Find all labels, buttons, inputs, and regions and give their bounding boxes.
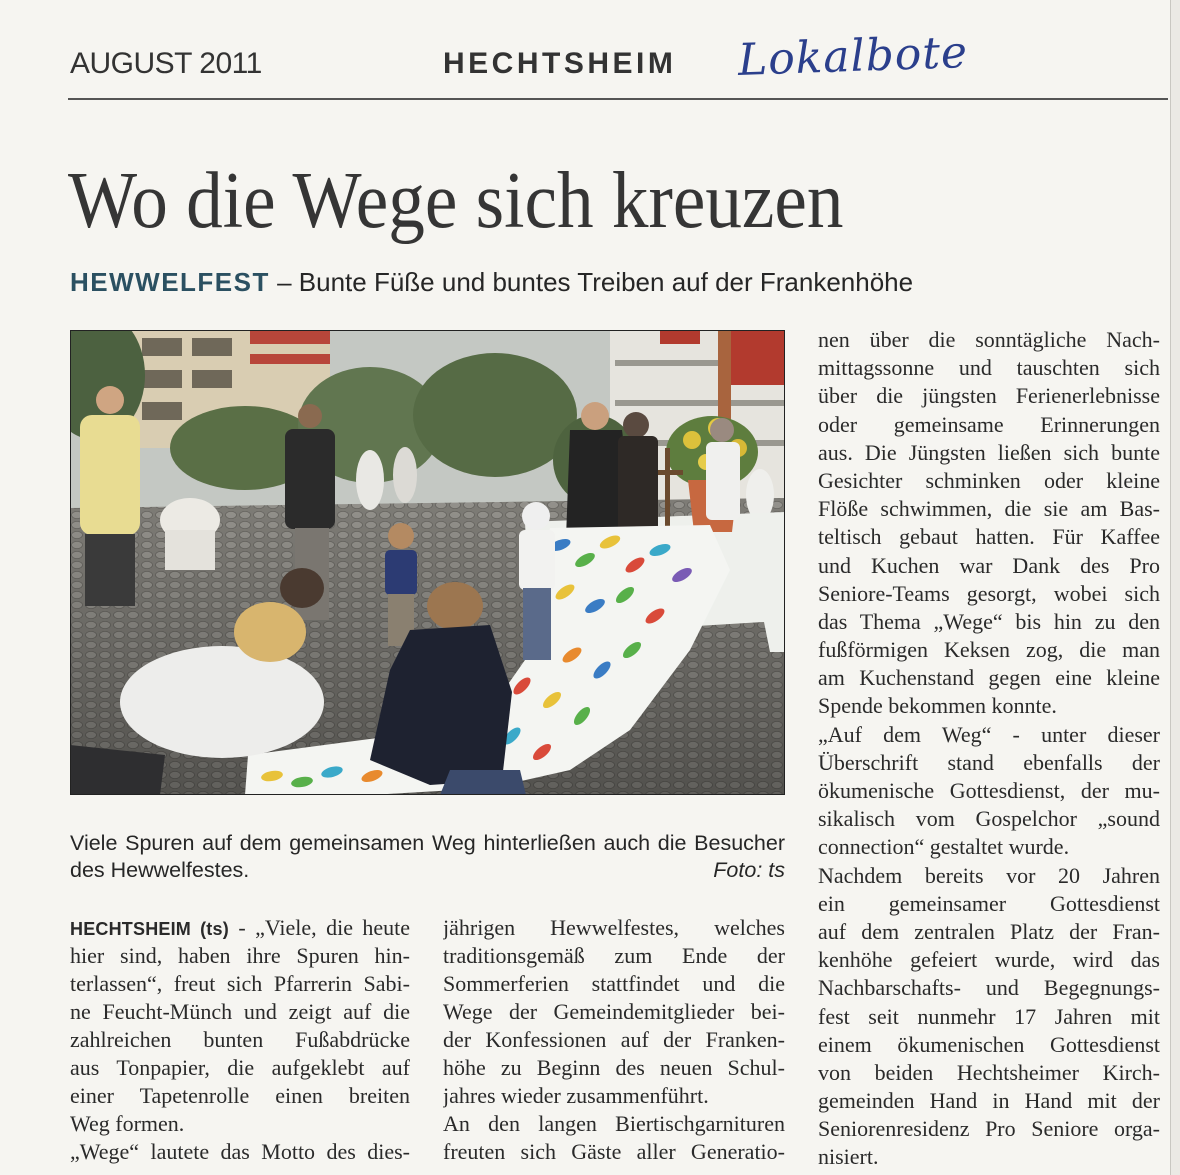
text-line: und Kuchen war Dank des Pro [818,552,1160,578]
photo-caption [70,830,785,884]
text-line: nen über die sonntägliche Nach- [818,327,1160,352]
text-line: „Auf dem Weg“ - unter dieser [818,721,1160,747]
text-line: einem ökumenischen Gottesdienst [818,1031,1160,1057]
text-line: „Wege“ lautete das Motto des dies- [70,1139,410,1164]
article-photo [70,330,785,795]
text-line: das Thema „Wege“ bis hin zu den [818,608,1160,634]
text-line: freuten sich Gäste aller Generatio- [443,1139,785,1164]
text-line: oder gemeinsame Erinnerungen [818,411,1160,437]
text-line: Überschrift stand ebenfalls der [818,749,1160,775]
text-line: von beiden Hechtsheimer Kirch- [818,1059,1160,1085]
text-line: nisiert. [818,1144,879,1170]
article-headline: Wo die Wege sich kreuzen [68,157,844,245]
text-line: hier sind, haben ihre Spuren hin- [70,943,410,968]
text-line: aus. Die Jüngsten ließen sich bunte [818,439,1160,465]
text-line: An den langen Biertischgarnituren [443,1111,785,1136]
text-line: kenhöhe gefeiert wurde, wird das [818,947,1160,973]
article-column-middle [443,914,785,1166]
photo-toddler [385,523,417,646]
article-column-left [70,914,410,1166]
caption-line: des Hewwelfestes. [70,858,250,882]
header-rule [68,98,1168,100]
text-line: terlassen“, freut sich Pfarrerin Sabi- [70,971,410,996]
text-line: Wege der Gemeindemitglieder bei- [443,999,785,1024]
dateline: HECHTSHEIM (ts) [70,919,229,939]
photo-credit: Foto: ts [713,858,785,882]
clipping-edge [1170,0,1171,1175]
scan-margin [1171,0,1180,1175]
text-line [70,914,410,942]
text-line: Sommerferien stattfindet und die [443,971,785,996]
text-line: Flöße schwimmen, die sie am Bas- [818,496,1160,522]
text-line: zahlreichen bunten Fußabdrücke [70,1027,410,1052]
text-line: auf dem zentralen Platz der Fran- [818,918,1160,944]
text-line-content: - „Viele, die heute [238,915,410,940]
text-line: teltisch gebaut hatten. Für Kaffee [818,524,1160,550]
section-title: HECHTSHEIM [443,47,677,80]
text-line: Gesichter schminken oder kleine [818,467,1160,493]
text-line: Nachbarschafts- und Begegnungs- [818,975,1160,1001]
text-line: jahres wieder zusammenführt. [443,1083,709,1108]
text-line: Weg formen. [70,1111,185,1136]
subheadline-text: – Bunte Füße und buntes Treiben auf der Frankenhöhe [277,267,914,297]
text-line: Nachdem bereits vor 20 Jahren [818,862,1160,888]
text-line: connection“ gestaltet wurde. [818,834,1070,860]
text-line: traditionsgemäß zum Ende der [443,943,785,968]
text-line: gemeinden Hand in Hand mit der [818,1088,1160,1114]
text-line: Spende bekommen konnte. [818,693,1057,719]
text-line: aus Tonpapier, die aufgeklebt auf [70,1055,410,1080]
text-line: fest seit nunmehr 17 Jahren mit [818,1003,1160,1029]
caption-line: Viele Spuren auf dem gemeinsamen Weg hinterließen auch die Besucher [70,831,785,855]
text-line: ne Feucht-Münch und zeigt auf die [70,999,410,1024]
text-line: mittagssonne und tauschten sich [818,355,1160,381]
text-line: ein gemeinsamer Gottesdienst [818,890,1160,916]
issue-date: AUGUST 2011 [70,47,262,80]
text-line: der Konfessionen auf der Franken- [443,1027,785,1052]
text-line: Seniore-Teams gesorgt, wobei sich [818,580,1160,606]
text-line: über die jüngsten Ferienerlebnisse [818,383,1160,409]
text-line: höhe zu Beginn des neuen Schul- [443,1055,785,1080]
text-line: jährigen Hewwelfestes, welches [443,915,785,940]
caption-line-2 [70,857,785,884]
text-line: fußförmigen Keksen zog, die man [818,637,1160,663]
text-line: ökumenische Gottesdienst, der mu- [818,778,1160,803]
text-line: am Kuchenstand gegen eine kleine [818,665,1160,691]
text-line: einer Tapetenrolle einen breiten [70,1083,410,1108]
handwritten-note: Lokalbote [737,26,969,86]
article-subheadline [70,267,913,297]
text-line: Seniorenresidenz Pro Seniore orga- [818,1116,1160,1142]
article-kicker: HEWWELFEST [70,267,270,297]
article-column-right [818,326,1160,1172]
photo-man-yellow-shirt [80,386,140,606]
text-line: sikalisch vom Gospelchor „sound [818,806,1160,832]
